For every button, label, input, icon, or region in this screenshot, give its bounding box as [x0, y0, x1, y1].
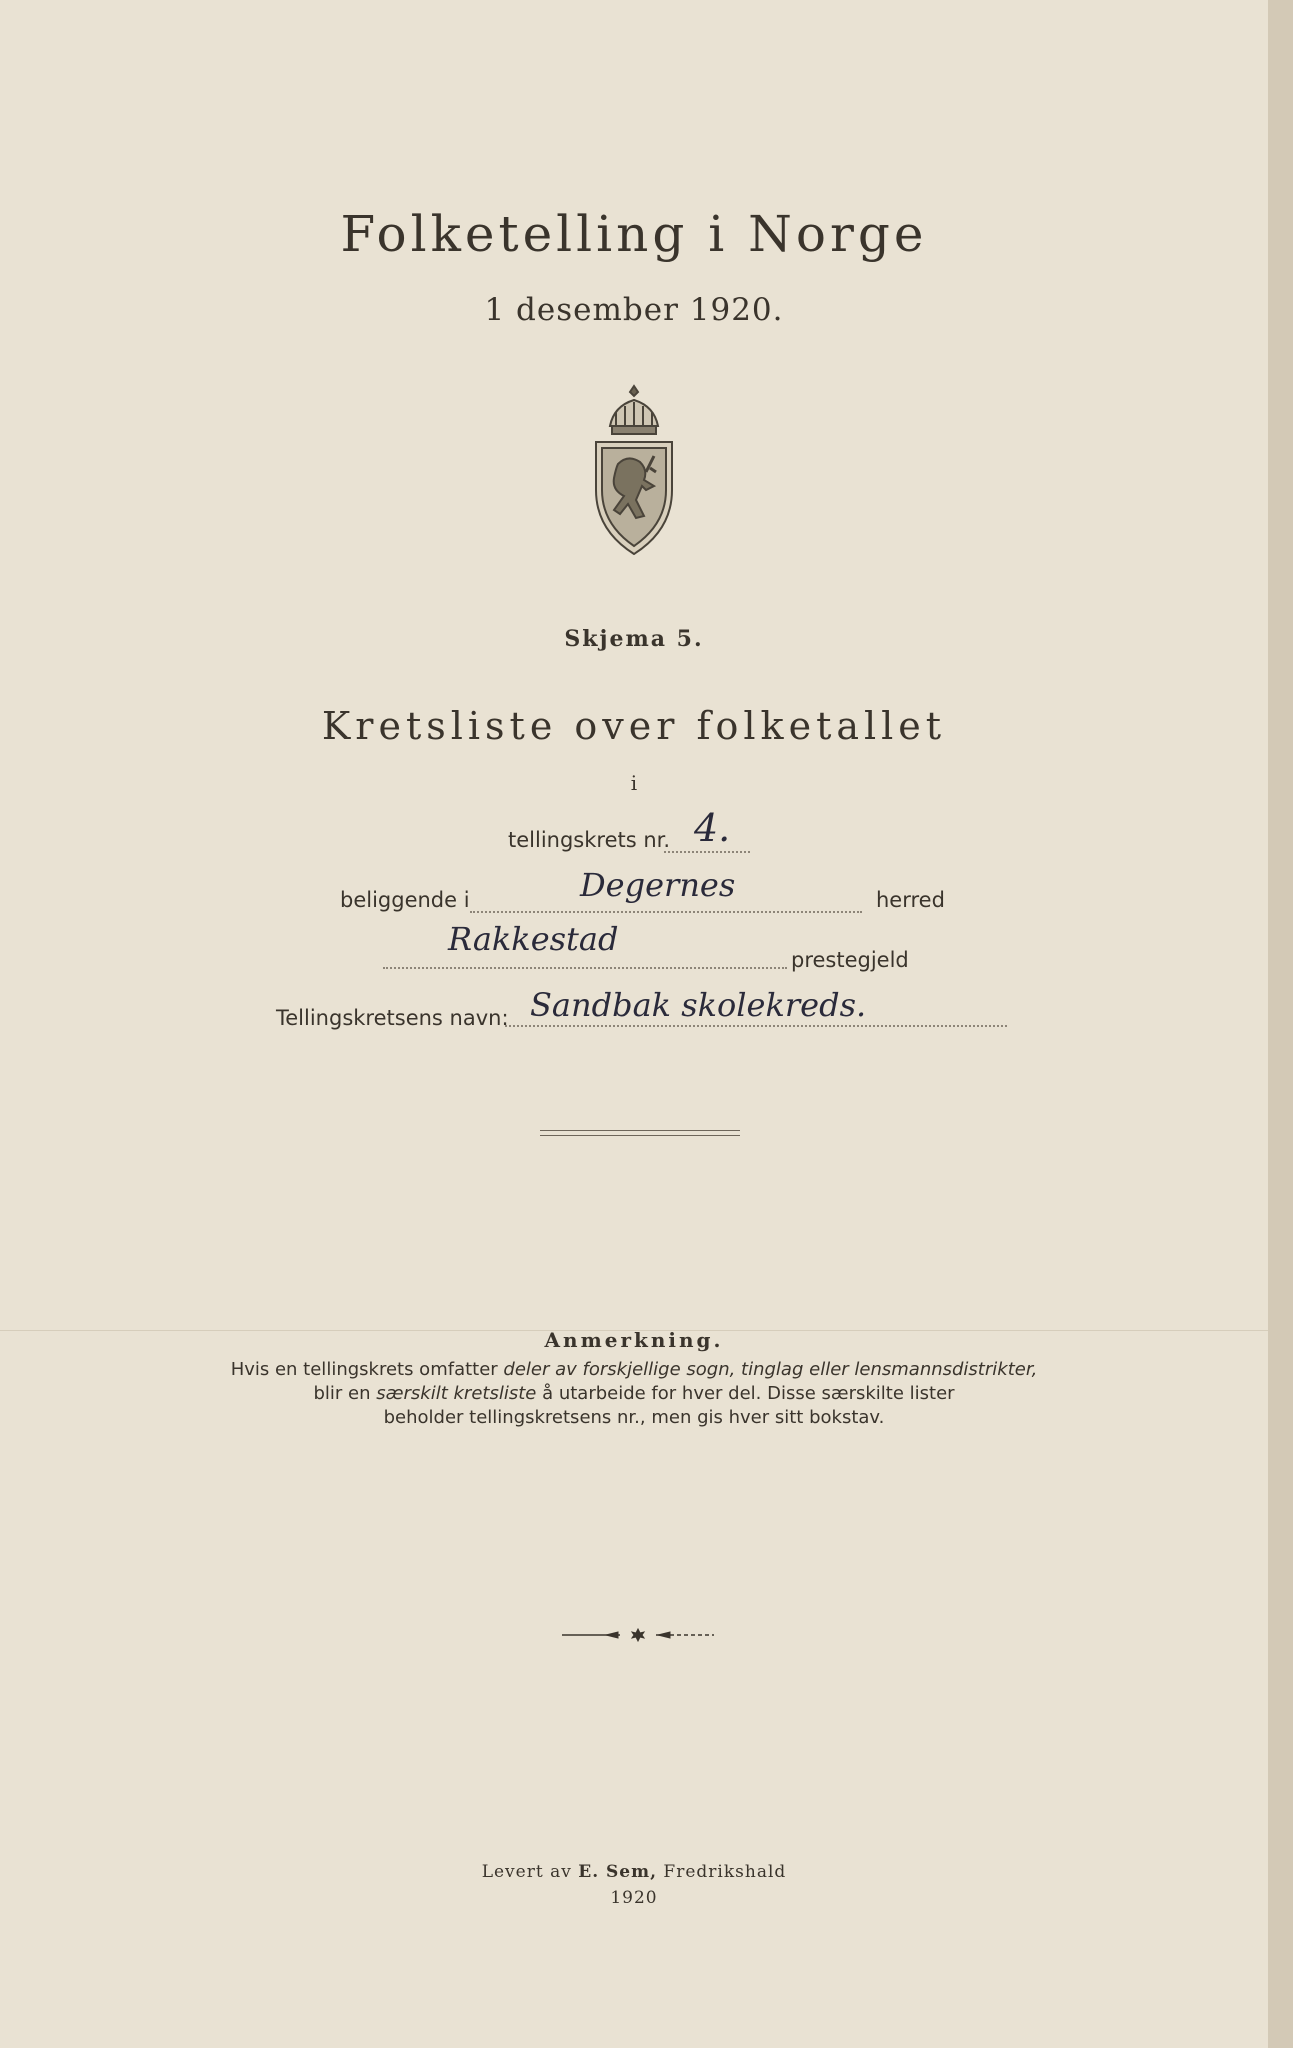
prestegjeld-value: Rakkestad	[448, 920, 619, 958]
krets-name-label: Tellingskretsens navn:	[276, 1006, 509, 1030]
herred-label: herred	[876, 888, 945, 912]
herred-value: Degernes	[580, 866, 736, 904]
note-line-3: beholder tellingskretsens nr., men gis hver sitt bokstav.	[383, 1407, 885, 1428]
form-heading: Kretsliste over folketallet	[321, 704, 947, 748]
connector-word: i	[630, 771, 638, 795]
page-title: Folketelling i Norge	[340, 205, 928, 263]
krets-name-value: Sandbak skolekreds.	[530, 986, 867, 1024]
krets-number-value: 4.	[694, 806, 731, 850]
paper-edge	[1268, 0, 1293, 2048]
krets-name-line	[505, 1025, 1007, 1027]
note-title: Anmerkning.	[544, 1328, 724, 1352]
census-date: 1 desember 1920.	[484, 292, 784, 328]
beliggende-label: beliggende i	[340, 888, 470, 912]
note-line-2: blir en særskilt kretsliste å utarbeide for hver del. Disse særskilte lister	[313, 1383, 955, 1404]
schema-number: Skjema 5.	[564, 626, 704, 652]
note-line-1: Hvis en tellingskrets omfatter deler av forskjellige sogn, tinglag eller lensmannsdistrikter,	[230, 1359, 1038, 1380]
prestegjeld-line	[383, 967, 787, 969]
ornament-divider-icon	[562, 1628, 714, 1642]
krets-number-label: tellingskrets nr.	[508, 828, 671, 852]
printer-credit: Levert av E. Sem, Fredrikshald	[481, 1862, 787, 1882]
norwegian-coat-of-arms-icon	[588, 382, 680, 560]
krets-number-line	[664, 851, 750, 853]
prestegjeld-label: prestegjeld	[791, 948, 909, 972]
section-divider	[540, 1130, 740, 1136]
print-year: 1920	[610, 1888, 658, 1908]
beliggende-line	[470, 911, 862, 913]
